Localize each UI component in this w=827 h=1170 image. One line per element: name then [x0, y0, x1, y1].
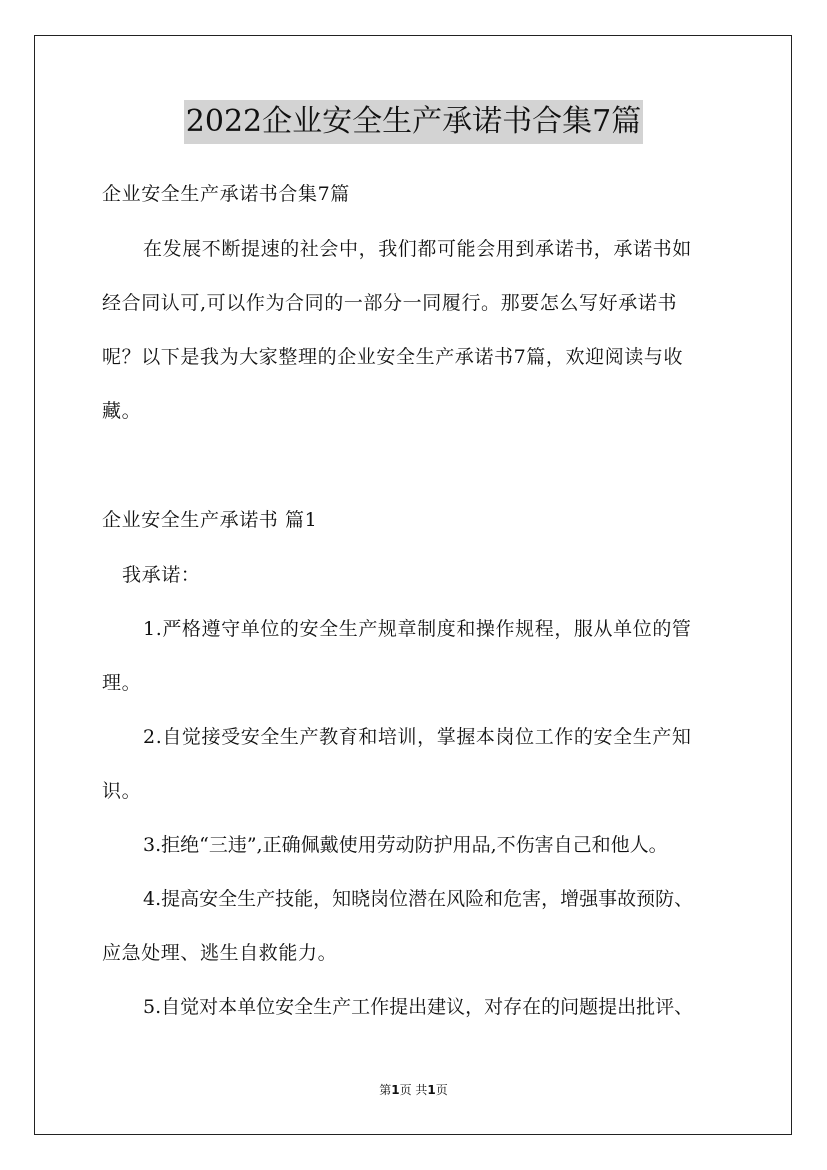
footer-page-prefix: 第 — [379, 1083, 392, 1097]
footer-page-total: 1 — [427, 1083, 436, 1097]
promise-label: 我承诺： — [122, 564, 201, 586]
document-title-text: 2022企业安全生产承诺书合集7篇 — [184, 100, 643, 144]
item-2-line-1: 2.自觉接受安全生产教育和培训，掌握本岗位工作的安全生产知 — [143, 726, 692, 748]
intro-line-3: 呢？以下是我为大家整理的企业安全生产承诺书7篇，欢迎阅读与收 — [102, 346, 684, 368]
footer-page-end: 页 — [435, 1083, 448, 1097]
item-2-line-2: 识。 — [102, 780, 142, 802]
intro-line-1: 在发展不断提速的社会中，我们都可能会用到承诺书，承诺书如 — [143, 238, 692, 260]
item-5-line-1: 5.自觉对本单位安全生产工作提出建议，对存在的问题提出批评、 — [143, 996, 694, 1018]
footer-page-suffix: 页 共 — [399, 1083, 428, 1097]
document-subtitle: 企业安全生产承诺书合集7篇 — [102, 183, 350, 205]
item-3-line-1: 3.拒绝“三违”,正确佩戴使用劳动防护用品,不伤害自己和他人。 — [143, 834, 668, 856]
section-heading: 企业安全生产承诺书 篇1 — [102, 509, 318, 531]
footer-page-current: 1 — [391, 1083, 400, 1097]
item-1-line-2: 理。 — [102, 672, 142, 694]
item-4-line-1: 4.提高安全生产技能，知晓岗位潜在风险和危害，增强事故预防、 — [143, 888, 694, 910]
intro-line-2: 经合同认可,可以作为合同的一部分一同履行。那要怎么写好承诺书 — [102, 292, 678, 314]
item-1-line-1: 1.严格遵守单位的安全生产规章制度和操作规程，服从单位的管 — [143, 618, 692, 640]
page-footer — [0, 1082, 827, 1098]
item-4-line-2: 应急处理、逃生自救能力。 — [102, 942, 338, 964]
intro-line-4: 藏。 — [102, 400, 142, 422]
document-title — [0, 100, 827, 144]
